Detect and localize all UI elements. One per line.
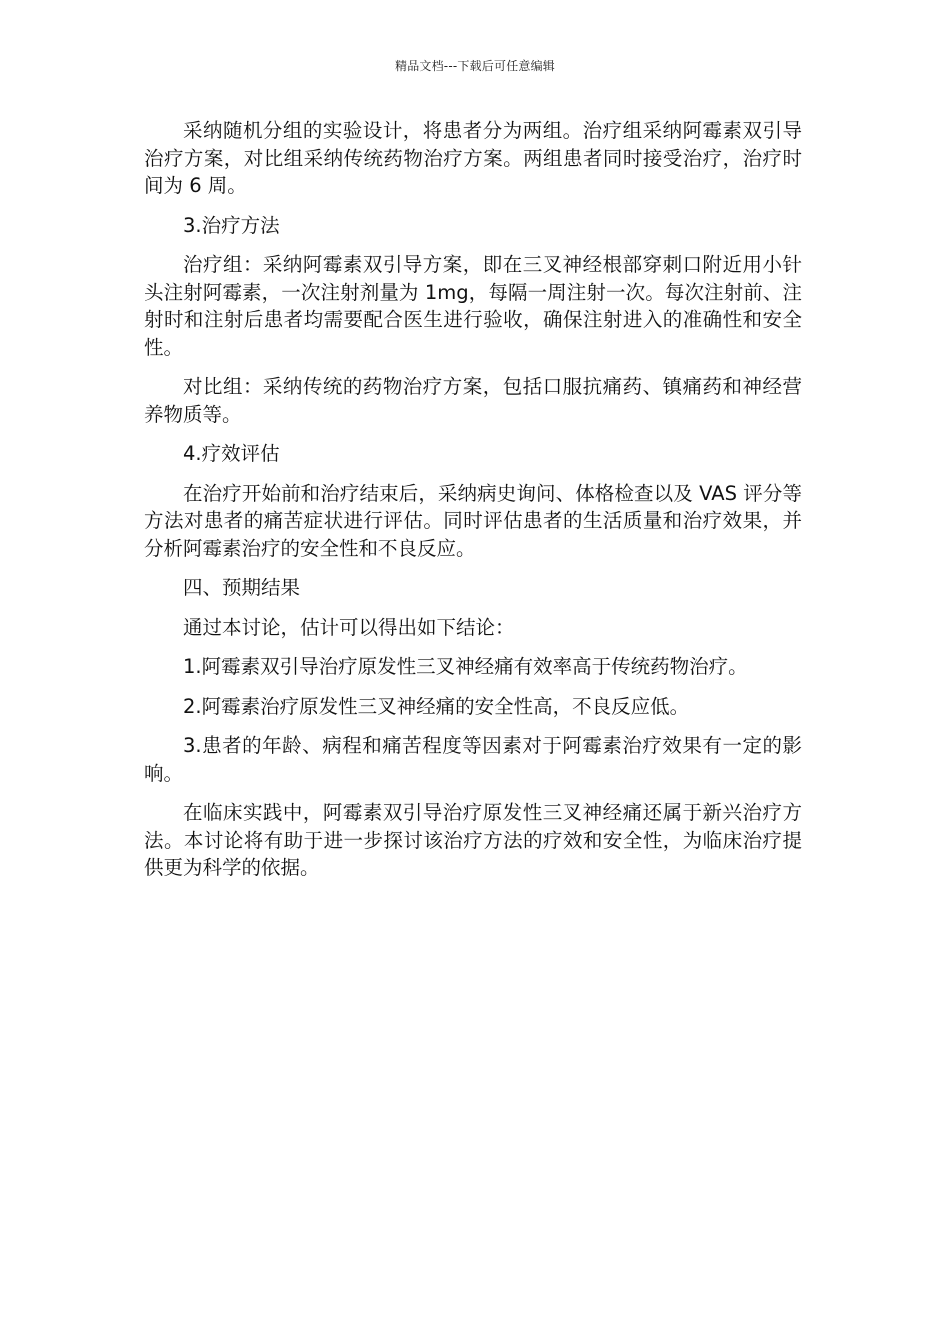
document-body	[144, 117, 802, 894]
conclusion-item-1: 1.阿霉素双引导治疗原发性三叉神经痛有效率高于传统药物治疗。	[183, 655, 748, 678]
paragraph-conclusion-intro: 通过本讨论，估计可以得出如下结论：	[183, 615, 515, 639]
page-header: 精品文档---下载后可任意编辑	[395, 59, 555, 73]
conclusion-item-3: 3.患者的年龄、病程和痛苦程度等因素对于阿霉素治疗效果有一定的影响。	[144, 734, 802, 785]
section-heading-expected-results: 四、预期结果	[183, 576, 301, 599]
paragraph-study-design: 采纳随机分组的实验设计，将患者分为两组。治疗组采纳阿霉素双引导治疗方案，对比组采纳传统药物治疗方案。两组患者同时接受治疗，治疗时间为 6 周。	[144, 119, 802, 197]
paragraph-summary: 在临床实践中，阿霉素双引导治疗原发性三叉神经痛还属于新兴治疗方法。本讨论将有助于进一步探讨该治疗方法的疗效和安全性，为临床治疗提供更为科学的依据。	[144, 801, 802, 879]
paragraph-evaluation: 在治疗开始前和治疗结束后，采纳病史询问、体格检查以及 VAS 评分等方法对患者的痛苦症状进行评估。同时评估患者的生活质量和治疗效果，并分析阿霉素治疗的安全性和不良反应。	[144, 481, 802, 560]
section-heading-treatment-method: 3.治疗方法	[183, 213, 280, 237]
conclusion-item-2: 2.阿霉素治疗原发性三叉神经痛的安全性高，不良反应低。	[183, 694, 690, 718]
paragraph-control-group: 对比组：采纳传统的药物治疗方案，包括口服抗痛药、镇痛药和神经营养物质等。	[144, 375, 802, 426]
paragraph-treatment-group: 治疗组：采纳阿霉素双引导方案，即在三叉神经根部穿刺口附近用小针头注射阿霉素，一次注射剂量为 1mg，每隔一周注射一次。每次注射前、注射时和注射后患者均需要配合医生进行验收，确保注射进入的准确性和安全性。	[144, 253, 802, 359]
section-heading-efficacy-evaluation: 4.疗效评估	[183, 442, 280, 465]
